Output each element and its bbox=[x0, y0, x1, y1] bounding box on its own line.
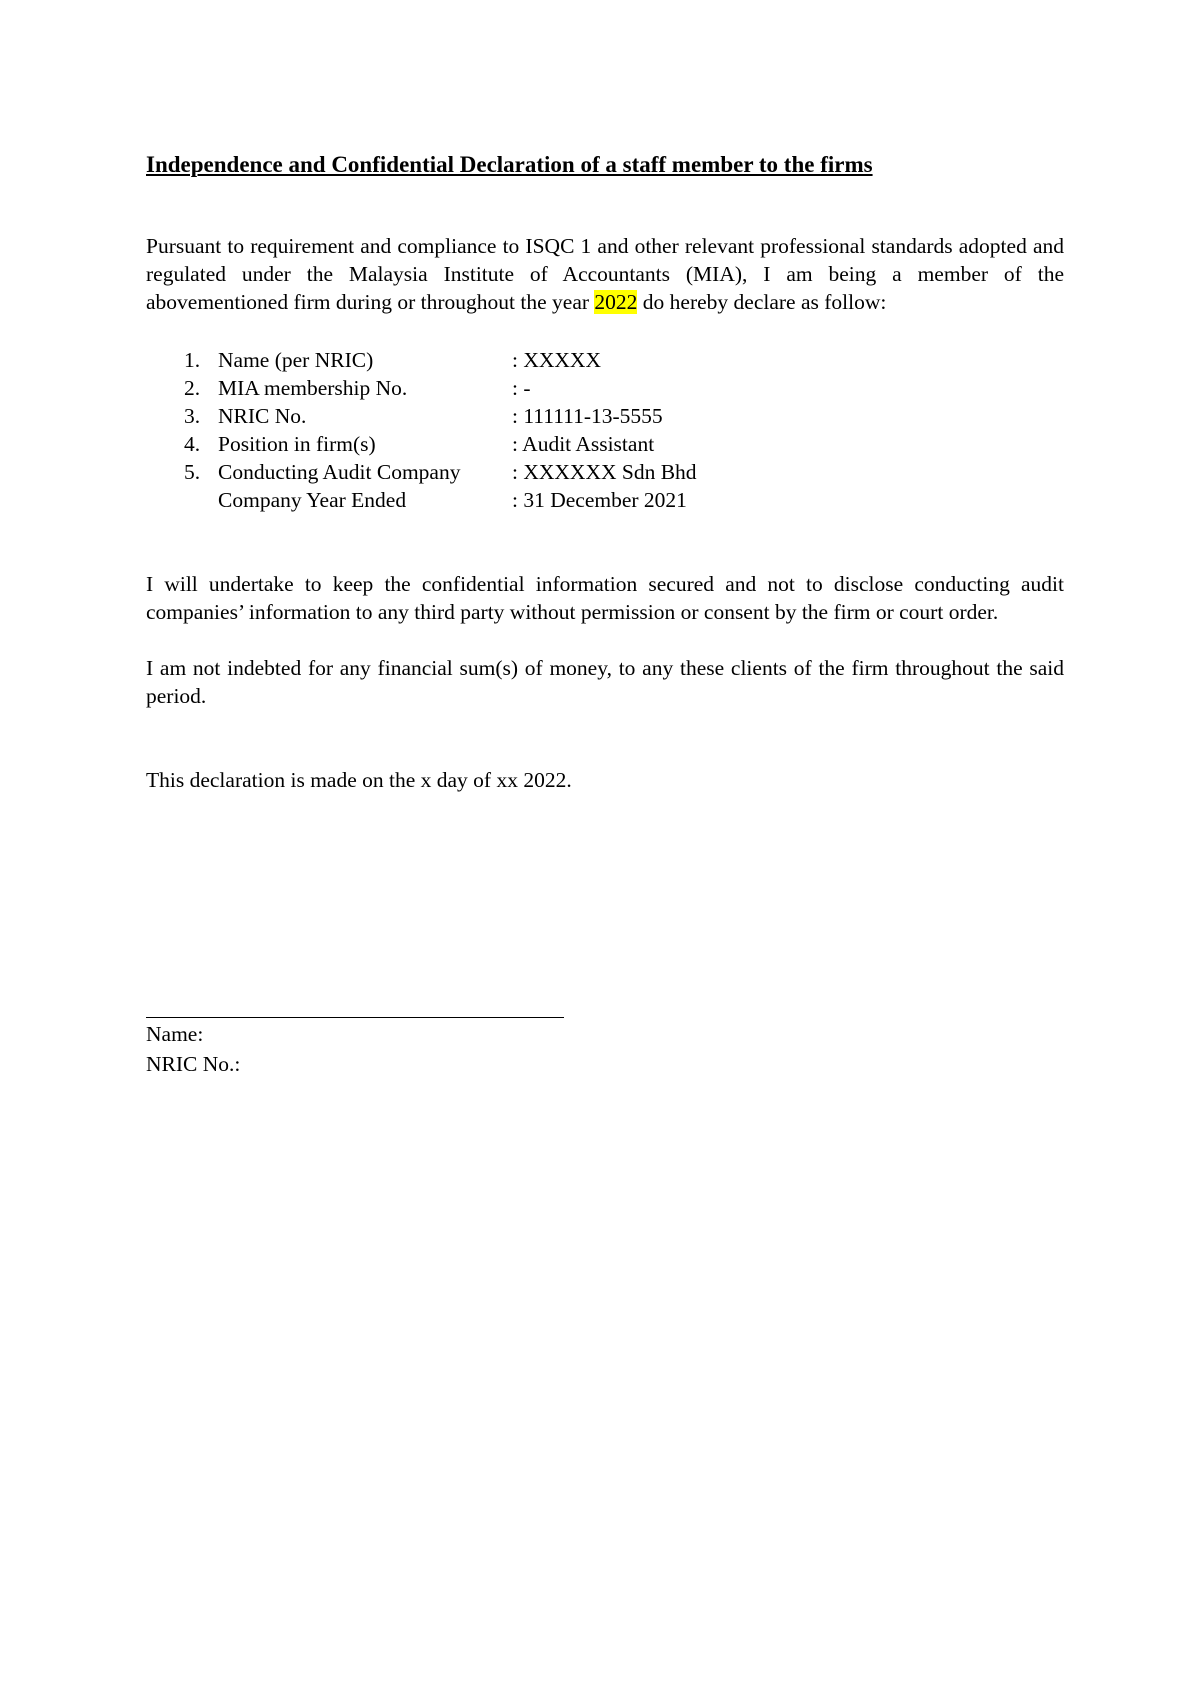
document-title: Independence and Confidential Declaration of a staff member to the firms bbox=[146, 152, 873, 177]
detail-row-year-ended bbox=[184, 486, 1064, 514]
detail-number: 5. bbox=[184, 460, 201, 484]
detail-label: NRIC No. bbox=[218, 404, 307, 428]
declaration-date: This declaration is made on the x day of xx 2022. bbox=[146, 768, 572, 792]
detail-row-audit-company bbox=[184, 458, 1064, 486]
intro-text-end: do hereby declare as follow: bbox=[637, 290, 887, 314]
signature-line bbox=[146, 1017, 564, 1018]
detail-value: : - bbox=[512, 376, 531, 400]
detail-row-name bbox=[184, 346, 1064, 374]
confidentiality-paragraph: I will undertake to keep the confidential information secured and not to disclose conducting audit companies’ information to any third party without permission or consent by the firm or court order. bbox=[146, 572, 1064, 624]
detail-value: : XXXXXX Sdn Bhd bbox=[512, 460, 697, 484]
detail-number: 4. bbox=[184, 432, 201, 456]
detail-label: Position in firm(s) bbox=[218, 432, 376, 456]
detail-value: : Audit Assistant bbox=[512, 432, 655, 456]
signature-nric-label: NRIC No.: bbox=[146, 1052, 241, 1076]
detail-label: MIA membership No. bbox=[218, 376, 408, 400]
detail-label: Name (per NRIC) bbox=[218, 348, 374, 372]
detail-number bbox=[184, 486, 218, 514]
detail-number: 2. bbox=[184, 376, 201, 400]
detail-label: Conducting Audit Company bbox=[218, 460, 461, 484]
detail-value: : XXXXX bbox=[512, 348, 601, 372]
signature-block bbox=[146, 1017, 564, 1079]
detail-row-mia-membership bbox=[184, 374, 1064, 402]
declarant-details-list bbox=[184, 346, 1064, 514]
detail-value: : 111111-13-5555 bbox=[512, 404, 663, 428]
detail-number: 1. bbox=[184, 348, 201, 372]
detail-row-position bbox=[184, 430, 1064, 458]
intro-text-start: Pursuant to requirement and compliance to ISQC 1 and other relevant professional standards adopted and regulated under the Malaysia Institute of Accountants (MIA), I am being a member of the abovementioned firm during or throughout the year bbox=[146, 234, 1064, 314]
highlighted-year: 2022 bbox=[594, 290, 638, 314]
signature-name-label: Name: bbox=[146, 1022, 204, 1046]
declaration-document bbox=[146, 150, 1064, 794]
intro-paragraph bbox=[146, 232, 1064, 316]
detail-label: Company Year Ended bbox=[218, 488, 407, 512]
indebtedness-paragraph: I am not indebted for any financial sum(s) of money, to any these clients of the firm throughout the said period. bbox=[146, 656, 1064, 708]
detail-value: : 31 December 2021 bbox=[512, 488, 687, 512]
detail-row-nric bbox=[184, 402, 1064, 430]
detail-number: 3. bbox=[184, 404, 201, 428]
